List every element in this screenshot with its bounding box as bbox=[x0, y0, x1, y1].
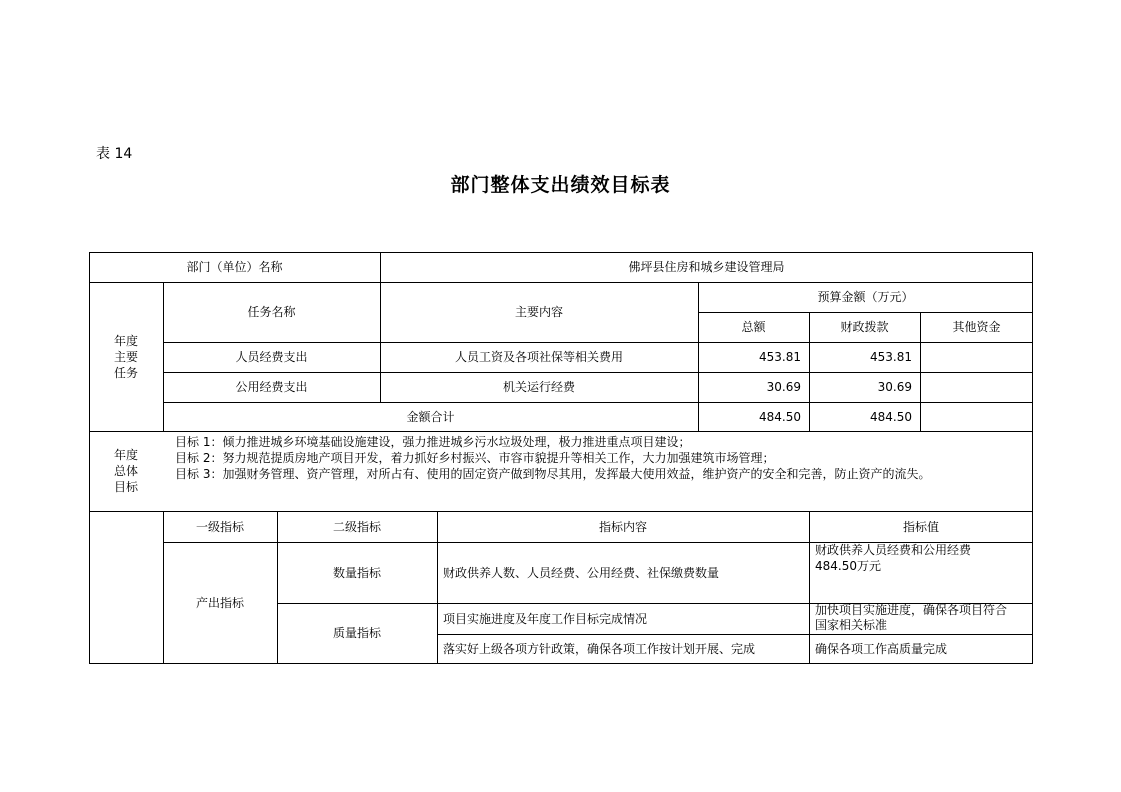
sum-label: 金额合计 bbox=[406, 409, 455, 424]
quality-content: 项目实施进度及年度工作目标完成情况 bbox=[443, 611, 648, 626]
table-number: 表 14 bbox=[96, 146, 133, 162]
annual-goals-label-line: 总体 bbox=[113, 464, 138, 478]
quality-indicator-label: 质量指标 bbox=[332, 626, 381, 640]
task-row-total: 453.81 bbox=[759, 350, 801, 364]
task-row-name: 人员经费支出 bbox=[235, 350, 308, 364]
level2-header: 二级指标 bbox=[332, 519, 381, 534]
goal-line: 目标 1：倾力推进城乡环境基础设施建设，强力推进城乡污水垃圾处理，极力推进重点项目建设； bbox=[175, 435, 691, 449]
output-indicator-label: 产出指标 bbox=[195, 595, 244, 610]
department-label: 部门（单位）名称 bbox=[186, 260, 283, 274]
quantity-content: 财政供养人数、人员经费、公用经费、社保缴费数量 bbox=[443, 565, 720, 580]
quantity-indicator-label: 数量指标 bbox=[332, 565, 381, 580]
quantity-value-line: 财政供养人员经费和公用经费 bbox=[815, 543, 972, 557]
sum-total: 484.50 bbox=[759, 409, 801, 424]
goal-line: 目标 2：努力规范提质房地产项目开发，着力抓好乡村振兴、市容市貌提升等相关工作，大力加强建筑市场管理； bbox=[175, 451, 775, 465]
budget-header: 预算金额（万元） bbox=[817, 290, 914, 304]
annual-tasks-label bbox=[89, 282, 163, 431]
task-row-fiscal: 453.81 bbox=[870, 350, 912, 364]
quantity-value-line: 484.50万元 bbox=[815, 559, 881, 573]
annual-tasks-label-line: 年度 bbox=[113, 333, 138, 348]
quality-value bbox=[809, 603, 1033, 634]
task-row-total: 30.69 bbox=[766, 380, 801, 394]
document-title: 部门整体支出绩效目标表 bbox=[450, 174, 671, 196]
task-row-content: 人员工资及各项社保等相关费用 bbox=[454, 350, 623, 364]
sum-other bbox=[920, 402, 1033, 431]
indicator-value-header: 指标值 bbox=[902, 519, 939, 534]
annual-tasks-label-line: 主要 bbox=[113, 349, 138, 364]
task-row-name: 公用经费支出 bbox=[235, 380, 308, 394]
annual-tasks-label-line: 任务 bbox=[113, 365, 138, 380]
annual-goals-label-line: 目标 bbox=[113, 480, 138, 494]
other-header: 其他资金 bbox=[952, 320, 1001, 334]
grid-line bbox=[89, 431, 1033, 432]
task-name-header: 任务名称 bbox=[247, 305, 296, 319]
task-row-other bbox=[920, 372, 1033, 402]
annual-goals-content bbox=[163, 434, 1032, 510]
department-value: 佛坪县住房和城乡建设管理局 bbox=[628, 260, 785, 274]
grid-line bbox=[89, 663, 1033, 664]
quality-value: 确保各项工作高质量完成 bbox=[815, 641, 948, 656]
quality-value-line: 国家相关标准 bbox=[815, 618, 888, 632]
quantity-value bbox=[809, 542, 1033, 603]
indicator-content-header: 指标内容 bbox=[598, 519, 647, 534]
task-row-content: 机关运行经费 bbox=[502, 380, 575, 394]
goal-line: 目标 3：加强财务管理、资产管理，对所占有、使用的固定资产做到物尽其用，发挥最大使用效益，维护资产的安全和完善，防止资产的流失。 bbox=[175, 467, 931, 481]
quality-content: 落实好上级各项方针政策，确保各项工作按计划开展、完成 bbox=[443, 641, 756, 656]
level1-header: 一级指标 bbox=[195, 519, 244, 534]
fiscal-header: 财政拨款 bbox=[840, 320, 889, 334]
task-row-fiscal: 30.69 bbox=[877, 380, 912, 394]
main-content-header: 主要内容 bbox=[514, 305, 563, 319]
annual-goals-label bbox=[89, 431, 163, 511]
total-header: 总额 bbox=[741, 320, 766, 334]
task-row-other bbox=[920, 342, 1033, 372]
quality-value-line: 加快项目实施进度，确保各项目符合 bbox=[815, 603, 1008, 617]
sum-fiscal: 484.50 bbox=[870, 409, 912, 424]
annual-goals-label-line: 年度 bbox=[113, 448, 138, 462]
